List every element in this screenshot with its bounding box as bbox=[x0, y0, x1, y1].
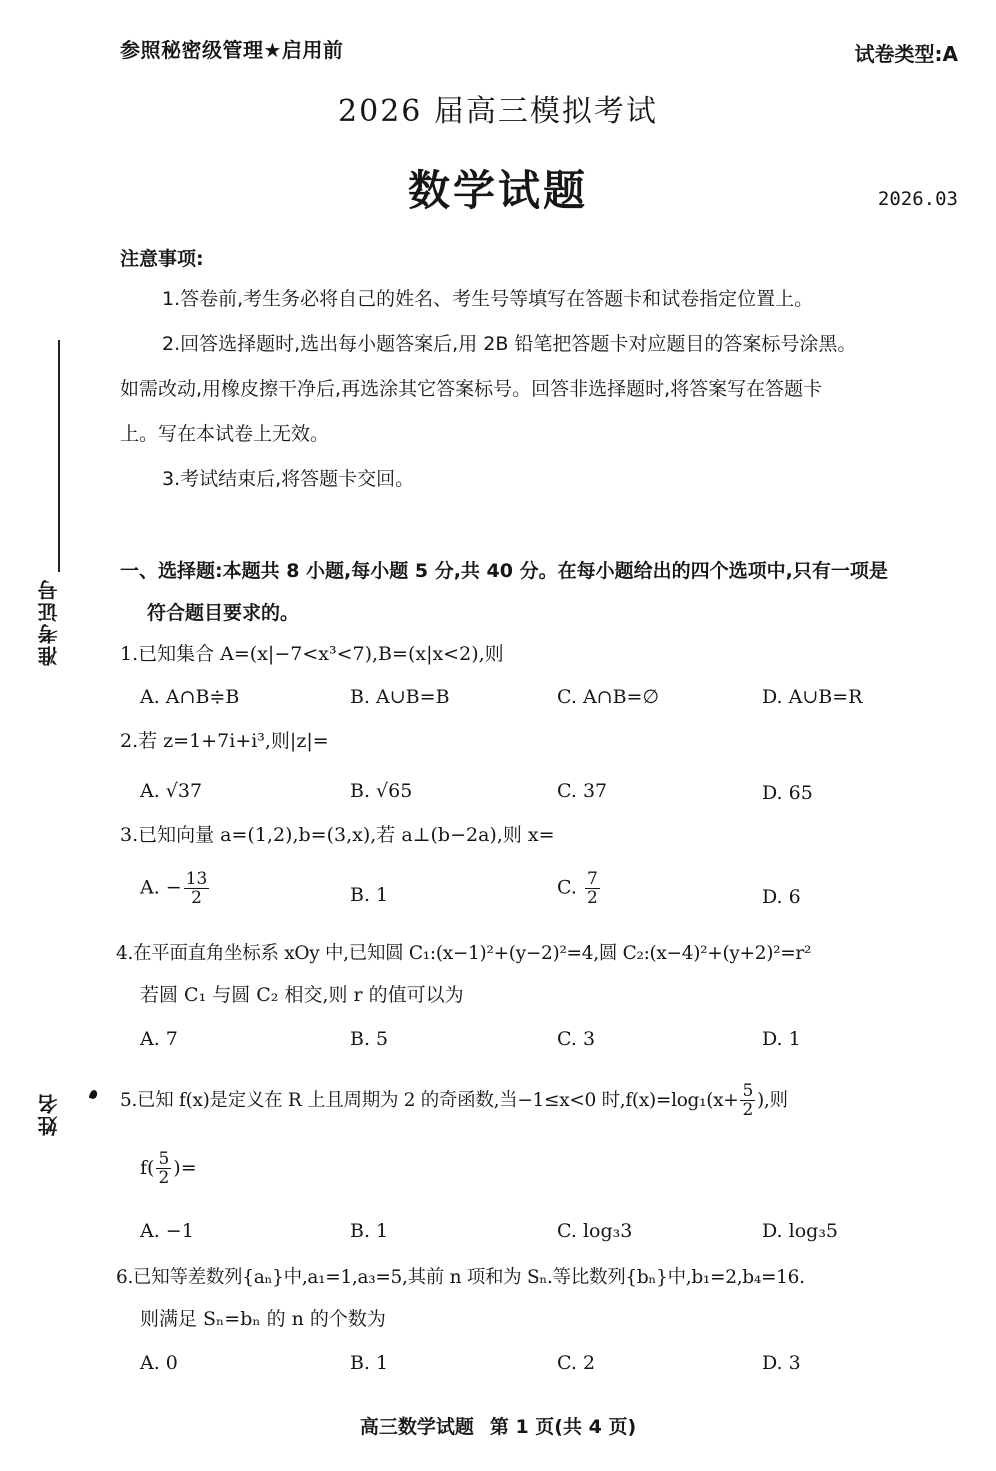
question-6-option-d: D. 3 bbox=[762, 1352, 801, 1374]
fraction bbox=[740, 1082, 755, 1119]
footer-subject: 高三数学试题 bbox=[359, 1416, 474, 1438]
question-5-f-open: f( bbox=[140, 1157, 155, 1179]
question-3-option-b: B. 1 bbox=[350, 884, 389, 906]
footer-page-number: 第 1 页(共 4 页) bbox=[489, 1416, 637, 1438]
question-5-stem-end: ),则 bbox=[757, 1090, 788, 1111]
question-5-stem-text: 5.已知 f(x)是定义在 R 上且周期为 2 的奇函数,当−1≤x<0 时,f(x)=log₁(x+ bbox=[120, 1090, 739, 1111]
question-4-option-d: D. 1 bbox=[762, 1028, 801, 1050]
fraction-denominator: 2 bbox=[158, 1168, 170, 1188]
notes-heading: 注意事项: bbox=[120, 248, 204, 270]
question-4-stem-cont: 若圆 C₁ 与圆 C₂ 相交,则 r 的值可以为 bbox=[140, 984, 464, 1006]
question-1-option-b: B. A∪B=B bbox=[350, 686, 450, 708]
question-1-option-c: C. A∩B=∅ bbox=[557, 686, 660, 708]
paper-type-label: 试卷类型:A bbox=[854, 42, 958, 66]
question-5-option-b: B. 1 bbox=[350, 1220, 389, 1242]
question-4-stem: 4.在平面直角坐标系 xOy 中,已知圆 C₁:(x−1)²+(y−2)²=4,圆 C₂:(x−4)²+(y+2)²=r² bbox=[116, 943, 812, 964]
page-footer bbox=[0, 1412, 996, 1439]
question-2-option-a: A. √37 bbox=[140, 780, 203, 802]
confidentiality-label: 参照秘密级管理★启用前 bbox=[120, 38, 344, 62]
note-item-3: 3.考试结束后,将答题卡交回。 bbox=[162, 468, 415, 490]
question-3-option-a bbox=[140, 870, 211, 907]
fraction-denominator: 2 bbox=[742, 1100, 754, 1120]
fraction-numerator: 5 bbox=[158, 1149, 170, 1169]
question-5-stem-cont bbox=[140, 1150, 197, 1187]
question-3-option-c bbox=[557, 870, 602, 907]
question-6-option-c: C. 2 bbox=[557, 1352, 596, 1374]
section-heading-cont: 符合题目要求的。 bbox=[147, 602, 300, 624]
question-3-option-d: D. 6 bbox=[762, 886, 801, 908]
question-5-option-a: A. −1 bbox=[140, 1220, 194, 1242]
question-5-f-close: )= bbox=[173, 1157, 197, 1179]
fraction bbox=[585, 870, 600, 907]
question-5-option-c: C. log₃3 bbox=[557, 1220, 633, 1242]
question-1-option-d: D. A∪B=R bbox=[762, 686, 863, 708]
question-5-stem bbox=[120, 1082, 788, 1119]
ink-dot-mark bbox=[89, 1089, 99, 1100]
question-2-stem: 2.若 z=1+7i+i³,则|z|= bbox=[120, 730, 329, 752]
fraction-numerator: 5 bbox=[742, 1081, 754, 1101]
exam-id-label: 准考证号 bbox=[37, 578, 61, 666]
question-2-option-c: C. 37 bbox=[557, 780, 608, 802]
fraction-numerator: 13 bbox=[185, 869, 208, 889]
question-6-stem-cont: 则满足 Sₙ=bₙ 的 n 的个数为 bbox=[140, 1308, 386, 1330]
question-6-option-a: A. 0 bbox=[140, 1352, 178, 1374]
question-2-option-b: B. √65 bbox=[350, 780, 413, 802]
fraction-denominator: 2 bbox=[191, 888, 202, 908]
note-item-2-cont: 如需改动,用橡皮擦干净后,再选涂其它答案标号。回答非选择题时,将答案写在答题卡 bbox=[120, 378, 823, 400]
section-heading: 一、选择题:本题共 8 小题,每小题 5 分,共 40 分。在每小题给出的四个选项中,只有一项是 bbox=[120, 560, 888, 582]
exam-title: 2026 届高三模拟考试 bbox=[338, 94, 658, 129]
fraction bbox=[184, 870, 210, 907]
question-4-option-b: B. 5 bbox=[350, 1028, 389, 1050]
question-3-stem: 3.已知向量 a=(1,2),b=(3,x),若 a⊥(b−2a),则 x= bbox=[120, 824, 555, 846]
note-item-2: 2.回答选择题时,选出每小题答案后,用 2B 铅笔把答题卡对应题目的答案标号涂黑。 bbox=[162, 333, 857, 355]
note-item-1: 1.答卷前,考生务必将自己的姓名、考生号等填写在答题卡和试卷指定位置上。 bbox=[162, 288, 814, 310]
question-1-option-a: A. A∩B≑B bbox=[140, 686, 240, 708]
exam-id-fill-line bbox=[58, 340, 60, 572]
subject-title: 数学试题 bbox=[407, 166, 588, 215]
question-6-stem: 6.已知等差数列{aₙ}中,a₁=1,a₃=5,其前 n 项和为 Sₙ.等比数列{bₙ}中,b₁=2,b₄=16. bbox=[116, 1267, 805, 1288]
question-5-option-d: D. log₃5 bbox=[762, 1220, 839, 1242]
fraction-numerator: 7 bbox=[586, 869, 598, 889]
question-6-option-b: B. 1 bbox=[350, 1352, 389, 1374]
question-1-stem: 1.已知集合 A=(x|−7<x³<7),B=(x|x<2),则 bbox=[120, 643, 504, 665]
question-3-option-a-label: A. − bbox=[140, 876, 182, 899]
note-item-2-cont2: 上。写在本试卷上无效。 bbox=[120, 423, 330, 445]
question-4-option-a: A. 7 bbox=[140, 1028, 178, 1050]
name-label: 姓名 bbox=[37, 1092, 61, 1136]
question-3-option-c-label: C. bbox=[557, 876, 583, 899]
fraction-denominator: 2 bbox=[586, 888, 598, 908]
question-2-option-d: D. 65 bbox=[762, 782, 813, 804]
question-4-option-c: C. 3 bbox=[557, 1028, 596, 1050]
exam-date: 2026.03 bbox=[877, 188, 958, 210]
fraction bbox=[156, 1150, 171, 1187]
